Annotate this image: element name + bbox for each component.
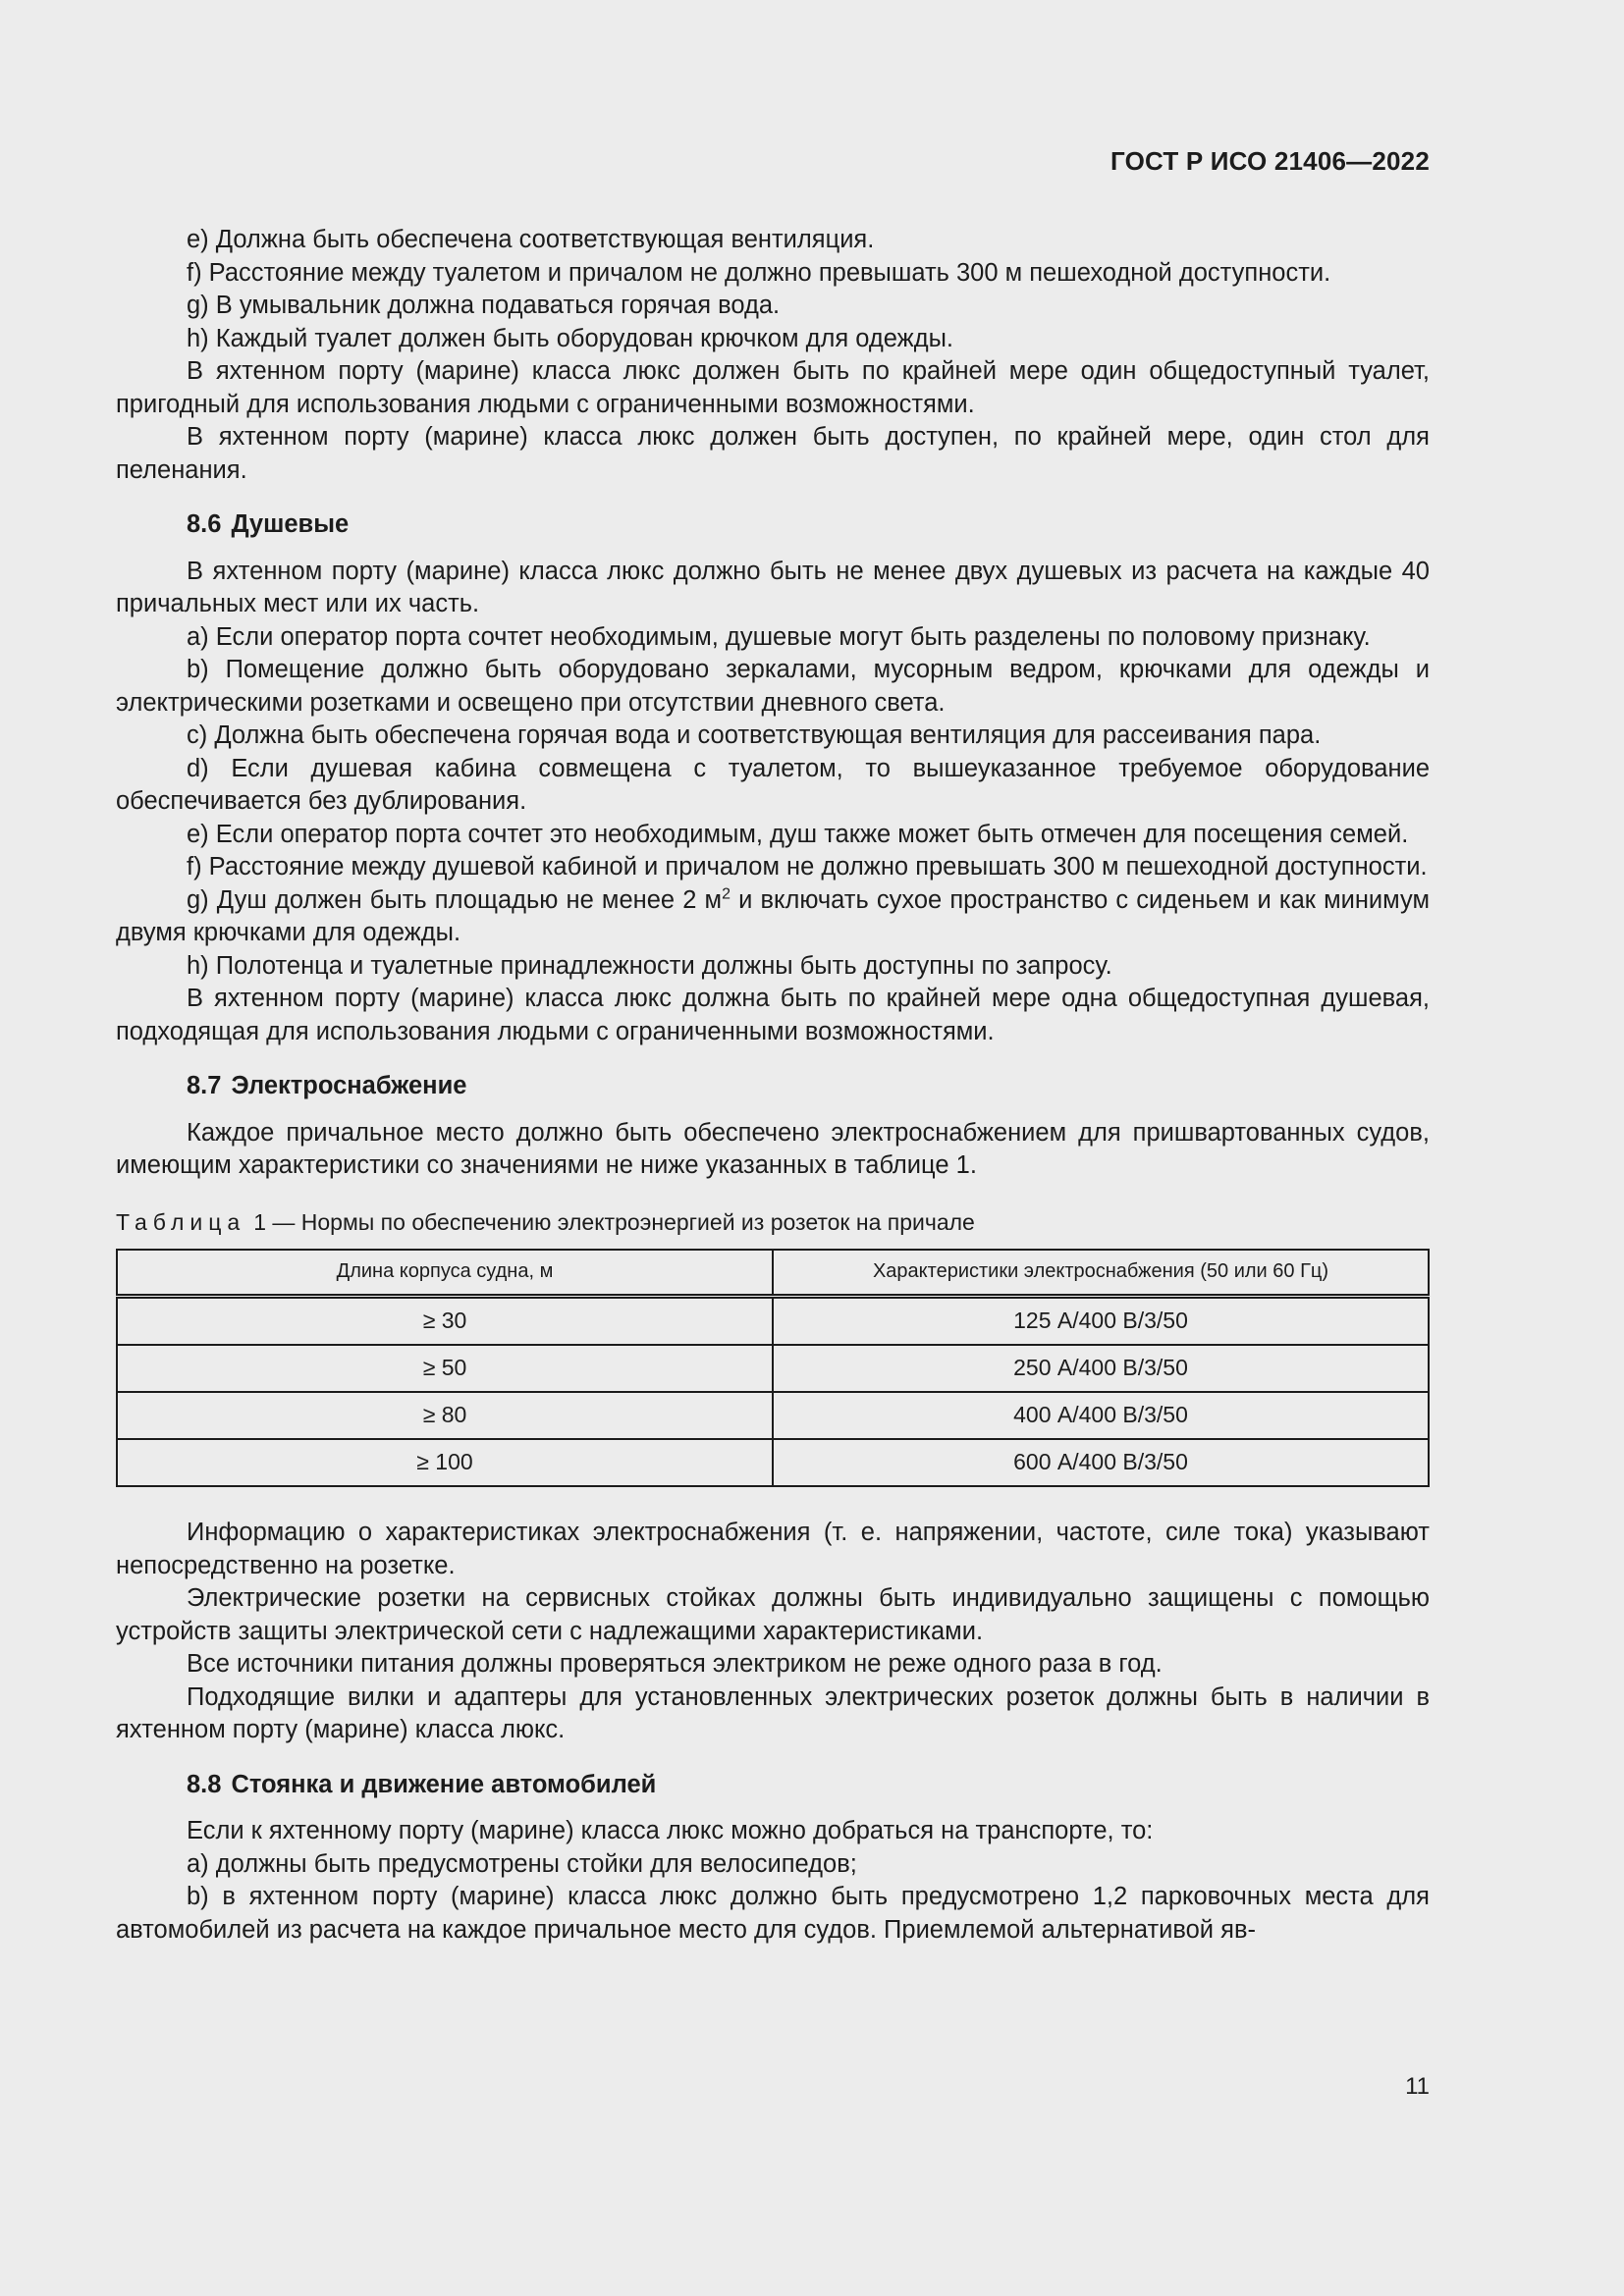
paragraph: h) Полотенца и туалетные принадлежности должны быть доступны по запросу. [187,951,1112,980]
section-title: Душевые [231,510,350,538]
paragraph-shower-area [116,884,1430,950]
column-header: Характеристики электроснабжения (50 или 60 Гц) [773,1250,1429,1297]
section-title: Электроснабжение [231,1072,467,1099]
paragraph: Если к яхтенному порту (марине) класса люкс можно добраться на транспорте, то: [187,1817,1154,1844]
paragraph-text: g) Душ должен быть площадью не менее 2 м [187,885,723,914]
table-cell: ≥ 50 [117,1345,773,1392]
paragraph: Электрические розетки на сервисных стойках должны быть индивидуально защищены с помощью устройств защиты электрической сети с надлежащими характеристиками. [116,1584,1430,1645]
paragraph-text: и включать сухое пространство с сиденьем и как минимум двумя крючками для одежды. [116,885,1430,946]
page-content [116,224,1430,1947]
paragraph: c) Должна быть обеспечена горячая вода и соответствующая вентиляция для рассеивания пара. [187,721,1322,749]
table-row [117,1297,1429,1346]
paragraph: e) Должна быть обеспечена соответствующая вентиляция. [187,226,875,253]
section-number: 8.8 [187,1770,222,1798]
table-row [117,1439,1429,1486]
paragraph: В яхтенном порту (марине) класса люкс должно быть не менее двух душевых из расчета на каждые 40 причальных мест или их часть. [116,557,1430,617]
table-cell: ≥ 30 [117,1297,773,1346]
paragraph: В яхтенном порту (марине) класса люкс должен быть доступен, по крайней мере, один стол для пеленания. [116,423,1430,484]
paragraph: Каждое причальное место должно быть обеспечено электроснабжением для пришвартованных судов, имеющим характеристики со значениями не ниже указанных в таблице 1. [116,1118,1430,1179]
paragraph: b) Помещение должно быть оборудовано зеркалами, мусорным ведром, крючками для одежды и электрическими розетками и освещено при отсутствии дневного света. [116,656,1430,717]
paragraph: d) Если душевая кабина совмещена с туалетом, то вышеуказанное требуемое оборудование обеспечивается без дублирования. [116,754,1430,815]
paragraph: b) в яхтенном порту (марине) класса люкс должно быть предусмотрено 1,2 парковочных места для автомобилей из расчета на каждое причальное место для судов. Приемлемой альтернативой яв- [116,1883,1430,1944]
table-header-row [117,1250,1429,1297]
section-heading-8-8 [116,1769,1430,1802]
table-row [117,1392,1429,1439]
table-caption-text: 1 — Нормы по обеспечению электроэнергией из розеток на причале [253,1208,975,1235]
section-number: 8.7 [187,1072,222,1099]
section-number: 8.6 [187,510,222,538]
section-title: Стоянка и движение автомобилей [231,1770,657,1798]
paragraph: В яхтенном порту (марине) класса люкс должна быть по крайней мере одна общедоступная душевая, подходящая для использования людьми с ограниченными возможностями. [116,985,1430,1045]
column-header: Длина корпуса судна, м [117,1250,773,1297]
table-label: Таблица [116,1208,246,1235]
table-caption [116,1206,1430,1240]
table-cell: ≥ 100 [117,1439,773,1486]
table-cell: 600 А/400 В/3/50 [773,1439,1429,1486]
superscript: 2 [722,885,731,902]
paragraph: Информацию о характеристиках электроснабжения (т. е. напряжении, частоте, силе тока) указывают непосредственно на розетке. [116,1519,1430,1579]
paragraph: f) Расстояние между душевой кабиной и причалом не должно превышать 300 м пешеходной доступности. [187,853,1428,881]
table-cell: 250 А/400 В/3/50 [773,1345,1429,1392]
table-cell: 400 А/400 В/3/50 [773,1392,1429,1439]
table-cell: 125 А/400 В/3/50 [773,1297,1429,1346]
table-cell: ≥ 80 [117,1392,773,1439]
power-supply-table [116,1249,1430,1487]
paragraph: g) В умывальник должна подаваться горячая вода. [187,292,781,319]
paragraph: Подходящие вилки и адаптеры для установленных электрических розеток должны быть в наличии в яхтенном порту (марине) класса люкс. [116,1682,1430,1743]
document-code-header: ГОСТ Р ИСО 21406—2022 [1110,146,1430,176]
paragraph: h) Каждый туалет должен быть оборудован крючком для одежды. [187,324,954,352]
paragraph: Все источники питания должны проверяться электриком не реже одного раза в год. [187,1650,1163,1678]
paragraph: a) Если оператор порта сочтет необходимым, душевые могут быть разделены по половому признаку. [187,622,1371,651]
paragraph: f) Расстояние между туалетом и причалом не должно превышать 300 м пешеходной доступности. [187,258,1331,287]
section-heading-8-6 [116,508,1430,542]
page-number: 11 [1405,2073,1430,2100]
paragraph: В яхтенном порту (марине) класса люкс должен быть по крайней мере один общедоступный туалет, пригодный для использования людьми с ограниченными возможностями. [116,357,1430,418]
table-row [117,1345,1429,1392]
paragraph: a) должны быть предусмотрены стойки для велосипедов; [187,1849,857,1878]
section-heading-8-7 [116,1070,1430,1103]
paragraph: e) Если оператор порта сочтет это необходимым, душ также может быть отмечен для посещения семей. [187,820,1409,848]
